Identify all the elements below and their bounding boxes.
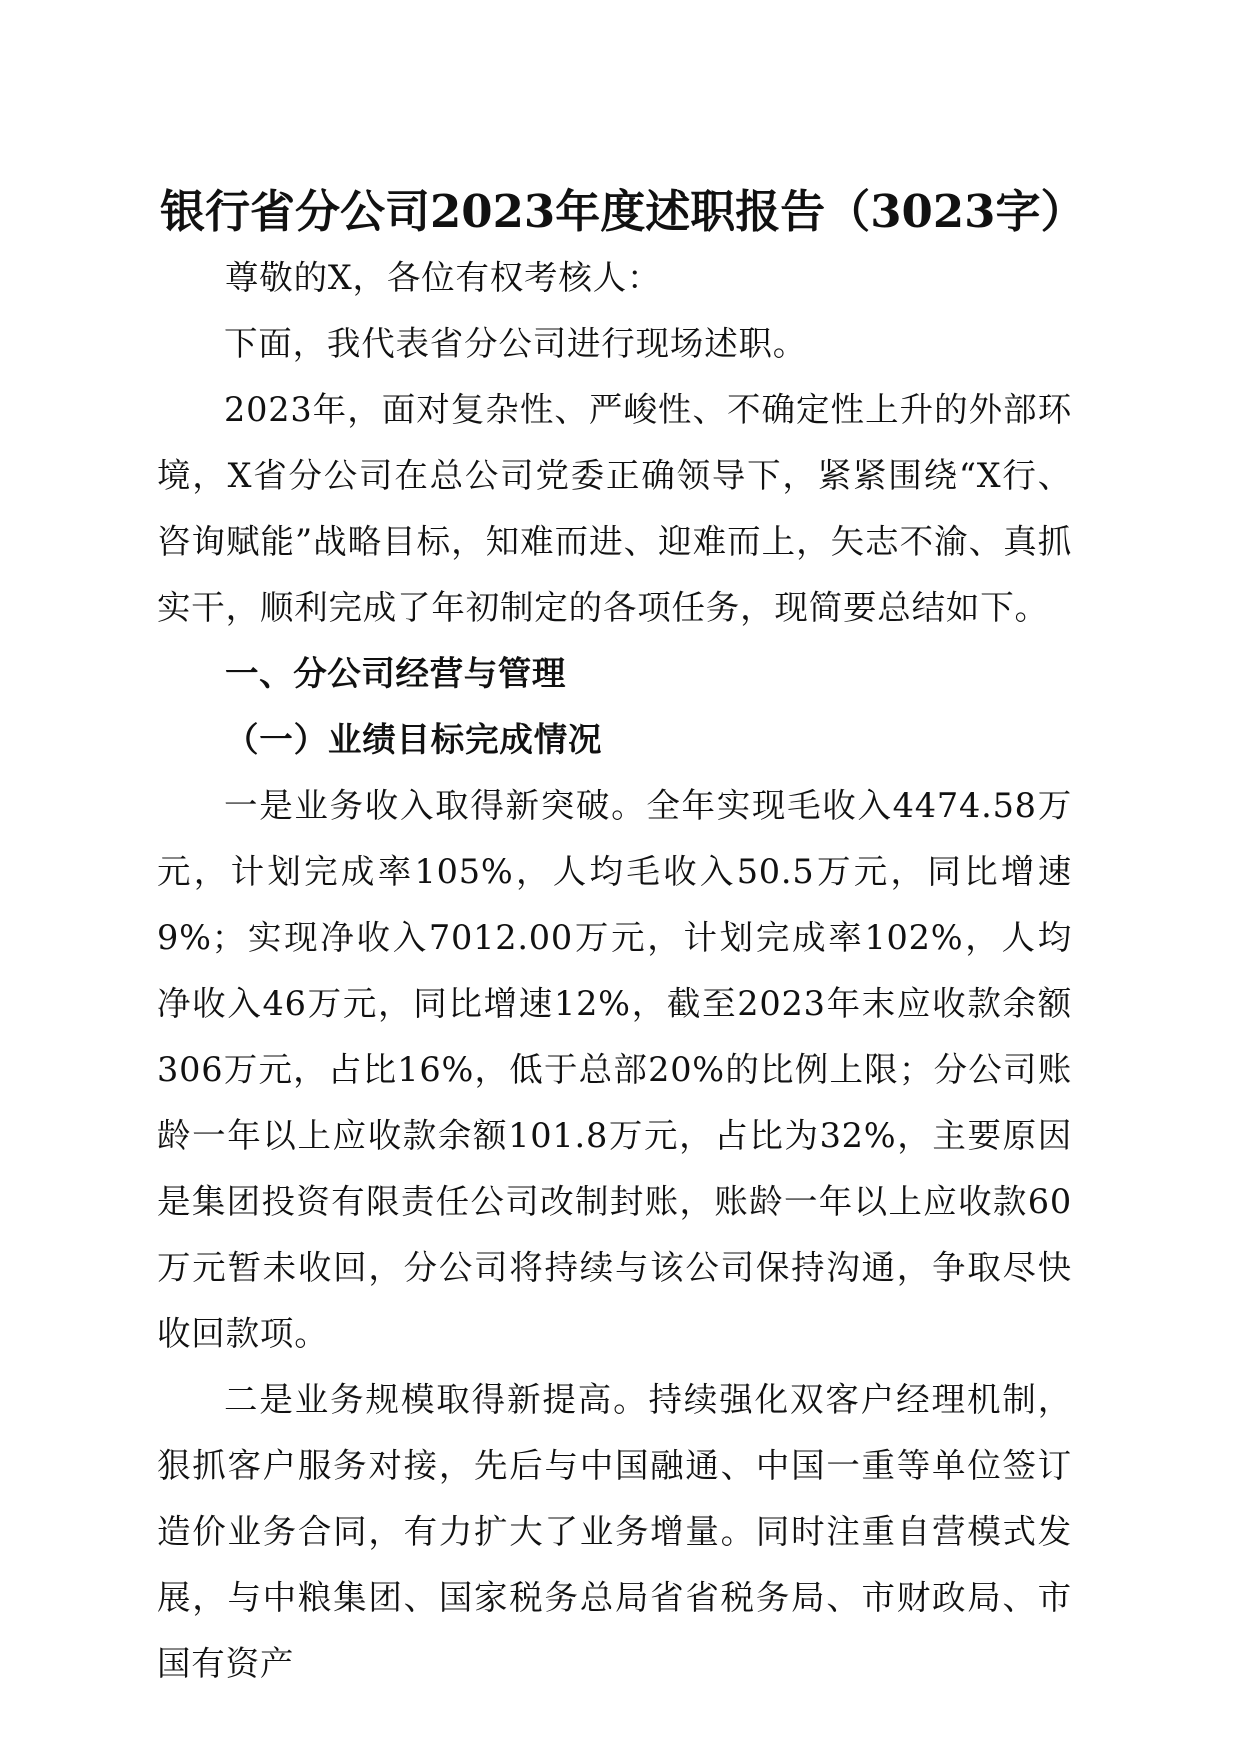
summary-paragraph: 2023年，面对复杂性、严峻性、不确定性上升的外部环境，X省分公司在总公司党委正确领导下，紧紧围绕“X行、咨询赋能”战略目标，知难而进、迎难而上，矢志不渝、真抓实干，顺利完成了年初制定的各项任务，现简要总结如下。 [157, 390, 1072, 627]
salutation: 尊敬的X，各位有权考核人： [225, 258, 662, 297]
document-body [157, 245, 1072, 1697]
subsection-heading: （一）业绩目标完成情况 [225, 720, 603, 759]
business-scale-paragraph: 二是业务规模取得新提高。持续强化双客户经理机制，狠抓客户服务对接，先后与中国融通、中国一重等单位签订造价业务合同，有力扩大了业务增量。同时注重自营模式发展，与中粮集团、国家税务总局省省税务局、市财政局、市国有资产 [157, 1380, 1072, 1683]
intro-paragraph: 下面，我代表省分公司进行现场述职。 [224, 324, 808, 363]
document-title: 银行省分公司2023年度述职报告（3023字） [160, 185, 1086, 238]
revenue-paragraph: 一是业务收入取得新突破。全年实现毛收入4474.58万元，计划完成率105%，人均毛收入50.5万元，同比增速9%；实现净收入7012.00万元，计划完成率102%，人均净收入46万元，同比增速12%，截至2023年末应收款余额306万元，占比16%，低于总部20%的比例上限；分公司账龄一年以上应收款余额101.8万元，占比为32%，主要原因是集团投资有限责任公司改制封账，账龄一年以上应收款60万元暂未收回，分公司将持续与该公司保持沟通，争取尽快收回款项。 [157, 786, 1072, 1353]
section-heading: 一、分公司经营与管理 [225, 654, 566, 693]
